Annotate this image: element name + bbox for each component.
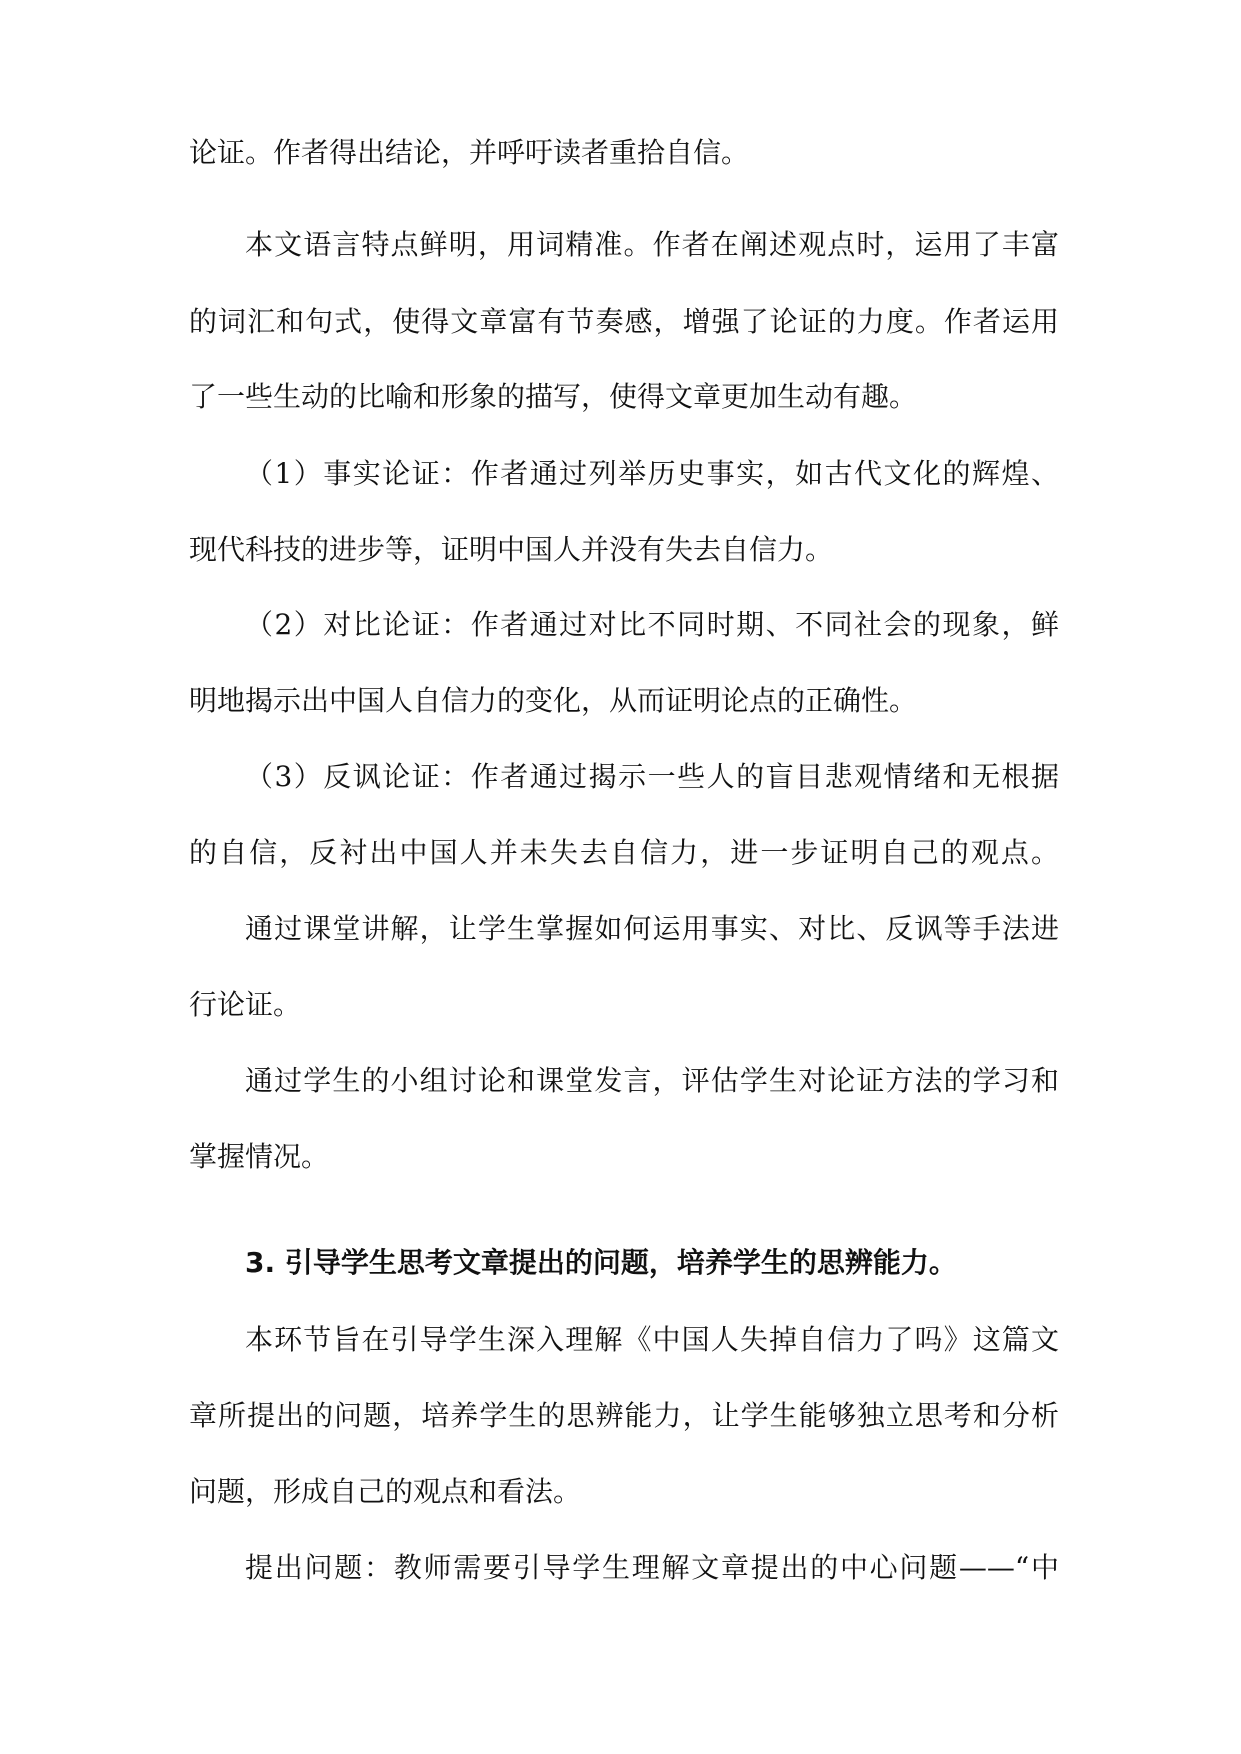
paragraph-line: 的词汇和句式，使得文章富有节奏感，增强了论证的力度。作者运用: [189, 305, 1059, 338]
paragraph-line: 论证。作者得出结论，并呼吁读者重拾自信。: [189, 136, 750, 169]
paragraph-line: 本文语言特点鲜明，用词精准。作者在阐述观点时，运用了丰富: [245, 228, 1059, 261]
paragraph-line: 通过学生的小组讨论和课堂发言，评估学生对论证方法的学习和: [245, 1064, 1059, 1097]
paragraph-line: 本环节旨在引导学生深入理解《中国人失掉自信力了吗》这篇文: [245, 1323, 1059, 1356]
section-heading: 3. 引导学生思考文章提出的问题，培养学生的思辨能力。: [245, 1246, 957, 1279]
paragraph-line: 的自信，反衬出中国人并未失去自信力，进一步证明自己的观点。: [189, 836, 1059, 869]
paragraph-line: 通过课堂讲解，让学生掌握如何运用事实、对比、反讽等手法进: [245, 912, 1059, 945]
paragraph-line: 了一些生动的比喻和形象的描写，使得文章更加生动有趣。: [189, 380, 918, 413]
paragraph-line: 章所提出的问题，培养学生的思辨能力，让学生能够独立思考和分析: [189, 1399, 1059, 1432]
paragraph-line: （1）事实论证：作者通过列举历史事实，如古代文化的辉煌、: [245, 457, 1059, 490]
paragraph-line: 问题，形成自己的观点和看法。: [189, 1475, 582, 1508]
paragraph-line: 行论证。: [189, 988, 302, 1021]
paragraph-line: 明地揭示出中国人自信力的变化，从而证明论点的正确性。: [189, 684, 918, 717]
paragraph-line: 现代科技的进步等，证明中国人并没有失去自信力。: [189, 533, 834, 566]
paragraph-line: 掌握情况。: [189, 1140, 330, 1173]
paragraph-line: （3）反讽论证：作者通过揭示一些人的盲目悲观情绪和无根据: [245, 760, 1059, 793]
paragraph-line: （2）对比论证：作者通过对比不同时期、不同社会的现象，鲜: [245, 608, 1059, 641]
paragraph-line: 提出问题：教师需要引导学生理解文章提出的中心问题——“中: [245, 1551, 1059, 1584]
